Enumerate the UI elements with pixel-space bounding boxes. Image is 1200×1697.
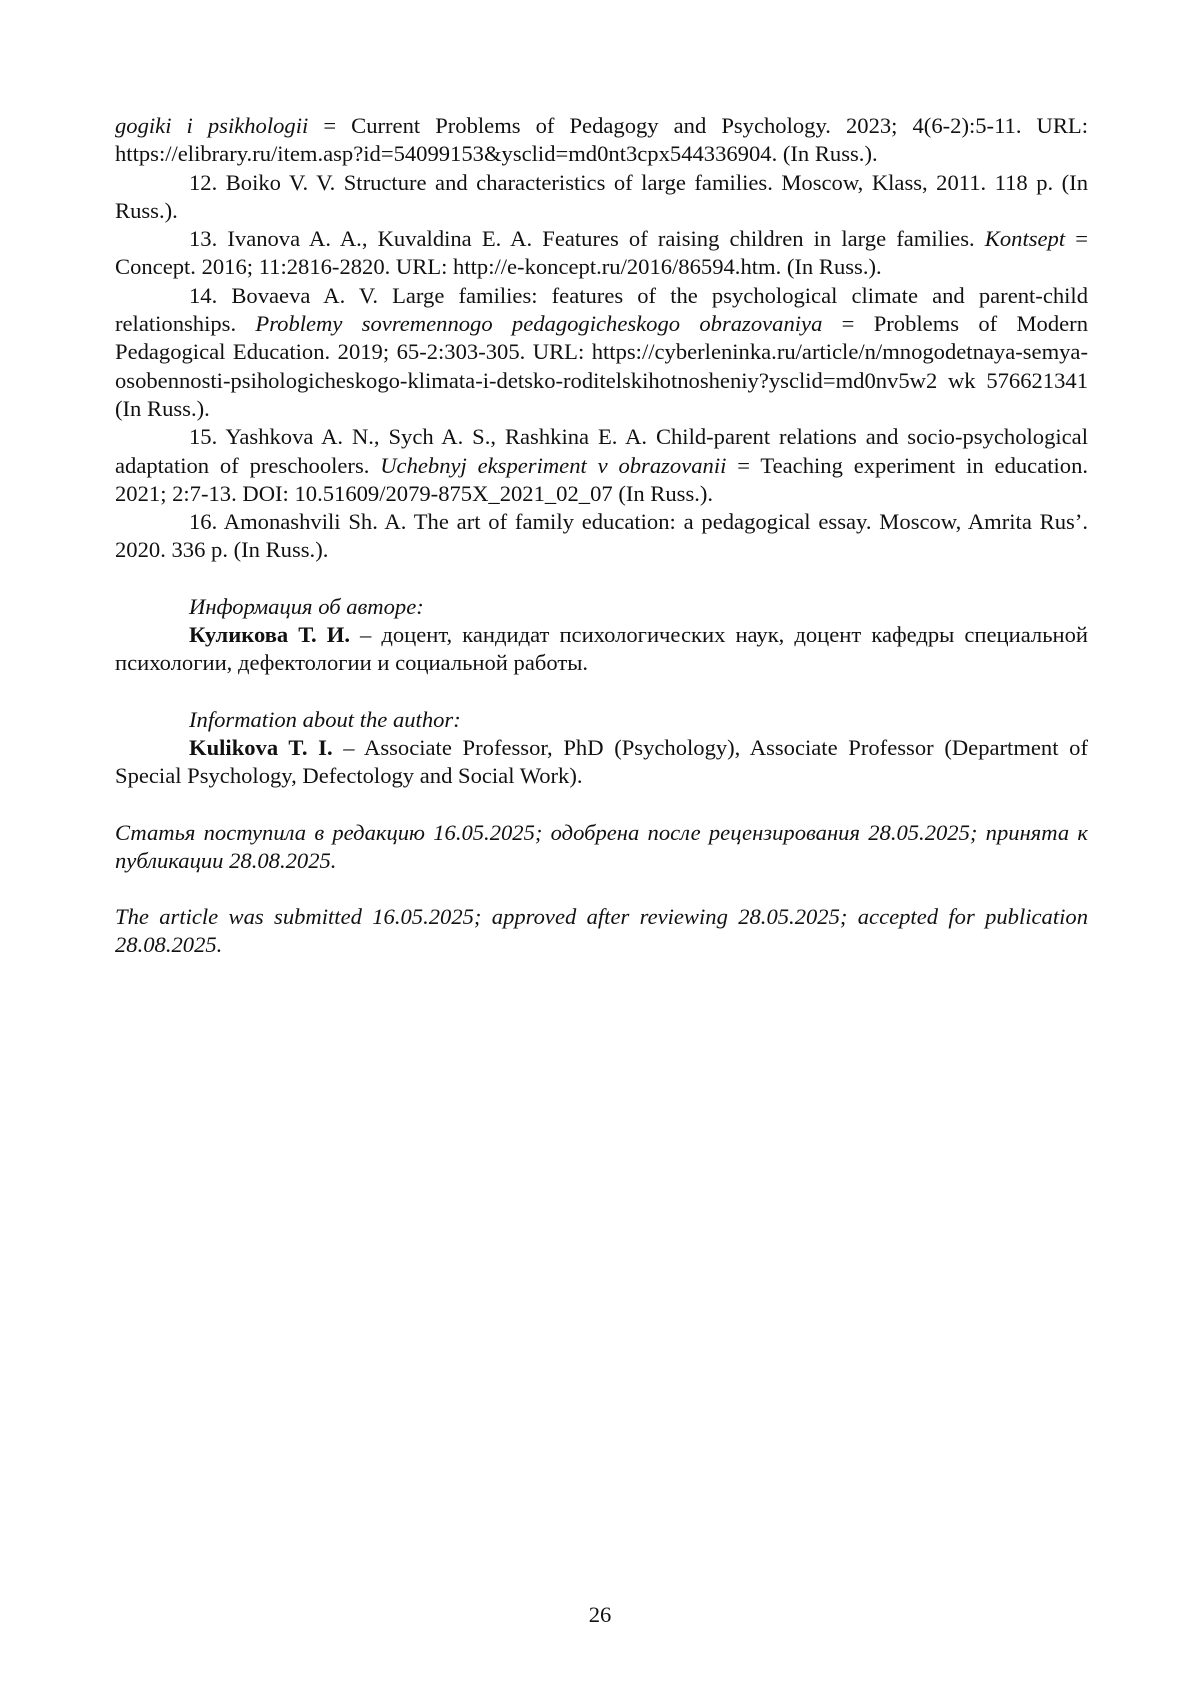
- reference-13-journal: Kontsept: [984, 226, 1066, 252]
- author-name-en: Kulikova T. I.: [189, 734, 333, 760]
- author-info-heading-en: Information about the author:: [189, 706, 461, 732]
- spacer: [115, 678, 1088, 706]
- reference-14-after: = Problems of Modern Pedagogical Education. 2019; 65-2:303-305. URL: https://cyberleninka.ru/article/n/mnogodetnaya-semya-osobennosti-psihologicheskogo-klimata-i-detsko-roditelskihotnosheniy?ysclid=md0nv5w2 wk 576621341 (In Russ.).: [115, 311, 1088, 421]
- reference-14-journal: Problemy sovremennogo pedagogicheskogo obrazovaniya: [255, 311, 823, 337]
- author-description-en: – Associate Professor, PhD (Psychology), Associate Professor (Department of Special Psychology, Defectology and Social Work).: [115, 734, 1089, 789]
- reference-16: 16. Amonashvili Sh. A. The art of family education: a pedagogical essay. Moscow, Amrita Rus’. 2020. 336 p. (In Russ.).: [115, 509, 1088, 563]
- reference-15: [115, 423, 1088, 508]
- author-description-ru: – доцент, кандидат психологических наук, доцент кафедры специальной психологии, дефектологии и социальной работы.: [115, 622, 1088, 676]
- reference-11-tail: [115, 112, 1088, 169]
- page-number: 26: [588, 1602, 612, 1627]
- reference-13-after: = Concept. 2016; 11:2816-2820. URL: http://e-koncept.ru/2016/86594.htm. (In Russ.).: [115, 226, 1088, 280]
- author-name-ru: Куликова Т. И.: [189, 622, 350, 648]
- reference-13: [115, 225, 1088, 282]
- reference-15-journal: Uchebnyj eksperiment v obrazovanii: [380, 452, 727, 478]
- spacer: [115, 875, 1088, 903]
- author-info-ru: [115, 621, 1088, 678]
- author-info-en: [115, 734, 1088, 791]
- reference-13-before: 13. Ivanova A. A., Kuvaldina E. A. Features of raising children in large families.: [189, 226, 985, 252]
- reference-list: [115, 112, 1088, 565]
- reference-11-rest: = Current Problems of Pedagogy and Psychology. 2023; 4(6-2):5-11. URL: https://elibrary.ru/item.asp?id=54099153&ysclid=md0nt3cpx544336904. (In Russ.).: [115, 113, 1088, 167]
- reference-12: 12. Boiko V. V. Structure and characteristics of large families. Moscow, Klass, 2011. 118 p. (In Russ.).: [115, 169, 1088, 223]
- reference-15-after: = Teaching experiment in education. 2021; 2:7-13. DOI: 10.51609/2079-875X_2021_02_07 (In Russ.).: [115, 452, 1089, 506]
- reference-11-journal: gogiki i psikhologii: [115, 113, 309, 138]
- article-dates-en: The article was submitted 16.05.2025; approved after reviewing 28.05.2025; accepted for publication 28.08.2025.: [115, 904, 1088, 958]
- spacer: [115, 565, 1088, 593]
- reference-15-before: 15. Yashkova A. N., Sych A. S., Rashkina E. A. Child-parent relations and socio-psychological adaptation of preschoolers.: [115, 424, 1088, 478]
- document-page: [115, 112, 1088, 960]
- reference-14: [115, 282, 1088, 423]
- spacer: [115, 791, 1088, 819]
- reference-14-before: 14. Bovaeva A. V. Large families: features of the psychological climate and parent-child relationships.: [115, 282, 1088, 337]
- article-dates-ru: Статья поступила в редакцию 16.05.2025; одобрена после рецензирования 28.05.2025; принята к публикации 28.08.2025.: [115, 819, 1088, 873]
- author-info-heading-ru: Информация об авторе:: [189, 593, 424, 619]
